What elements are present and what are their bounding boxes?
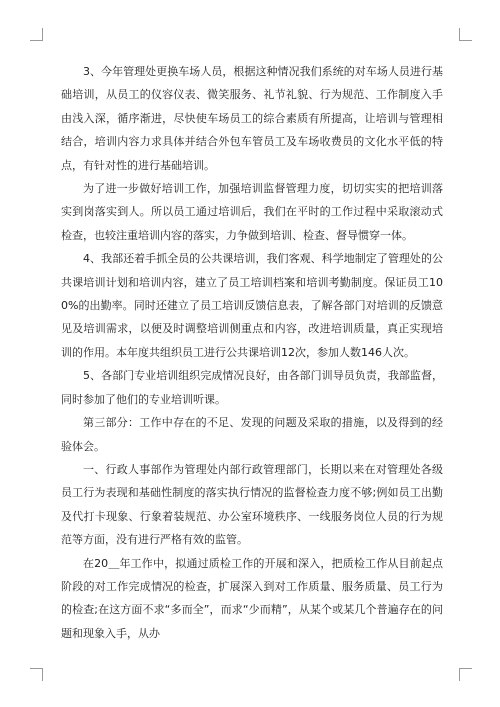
paragraph-plan: 在20＿年工作中，拟通过质检工作的开展和深入，把质检工作从目前起点阶段的对工作完成情况的检查，扩展深入到对工作质量、服务质量、员工行为的检查;在这方面不求“多而全”，而求“少而精”，从某个或某几个普遍存在的问题和现象入手，从办 <box>61 556 443 640</box>
paragraph-supervision: 为了进一步做好培训工作，加强培训监督管理力度，切切实实的把培训落实到岗落实到人。所以员工通过培训后，我们在平时的工作过程中采取滚动式检查，也较注重培训内容的落实，力争做到培训、检查、督导惯穿一体。 <box>61 182 443 242</box>
paragraph-item-4: 4、我部还着手抓全员的公共课培训，我们客观、科学地制定了管理处的公共课培训计划和培训内容，建立了员工培训档案和培训考勤制度。保证员工100%的出勤率。同时还建立了员工培训反馈信息表，了解各部门对培训的反馈意见及培训需求，以便及时调整培训侧重点和内容，改进培训质量，真正实现培训的作用。本年度共组织员工进行公共课培训12次，参加人数146人次。 <box>61 252 443 359</box>
section-heading-part-three: 第三部分：工作中存在的不足、发现的问题及采取的措施，以及得到的经验体会。 <box>61 416 443 453</box>
crop-mark-top-right <box>459 28 472 41</box>
paragraph-issue-1: 一、行政人事部作为管理处内部行政管理部门，长期以来在对管理处各级员工行为表现和基础性制度的落实执行情况的监督检查力度不够;例如员工出勤及代打卡现象、行象着装规范、办公室环境秩序、一线服务岗位人员的行为规范等方面，没有进行严格有效的监管。 <box>61 462 443 547</box>
crop-mark-bottom-left <box>30 668 43 681</box>
document-body <box>61 60 443 645</box>
crop-mark-top-left <box>30 28 43 41</box>
paragraph-item-5: 5、各部门专业培训组织完成情况良好，由各部门训导员负责，我部监督，同时参加了他们的专业培训听课。 <box>61 369 443 406</box>
paragraph-item-3: 3、今年管理处更换车场人员，根据这种情况我们系统的对车场人员进行基础培训，从员工的仪容仪表、微笑服务、礼节礼貌、行为规范、工作制度入手由浅入深，循序渐进，尽快使车场员工的综合素质有所提高，让培训与管理相结合，培训内容力求具体并结合外包车管员工及车场收费员的文化水平低的特点，有针对性的进行基础培训。 <box>61 65 443 172</box>
crop-mark-bottom-right <box>459 668 472 681</box>
